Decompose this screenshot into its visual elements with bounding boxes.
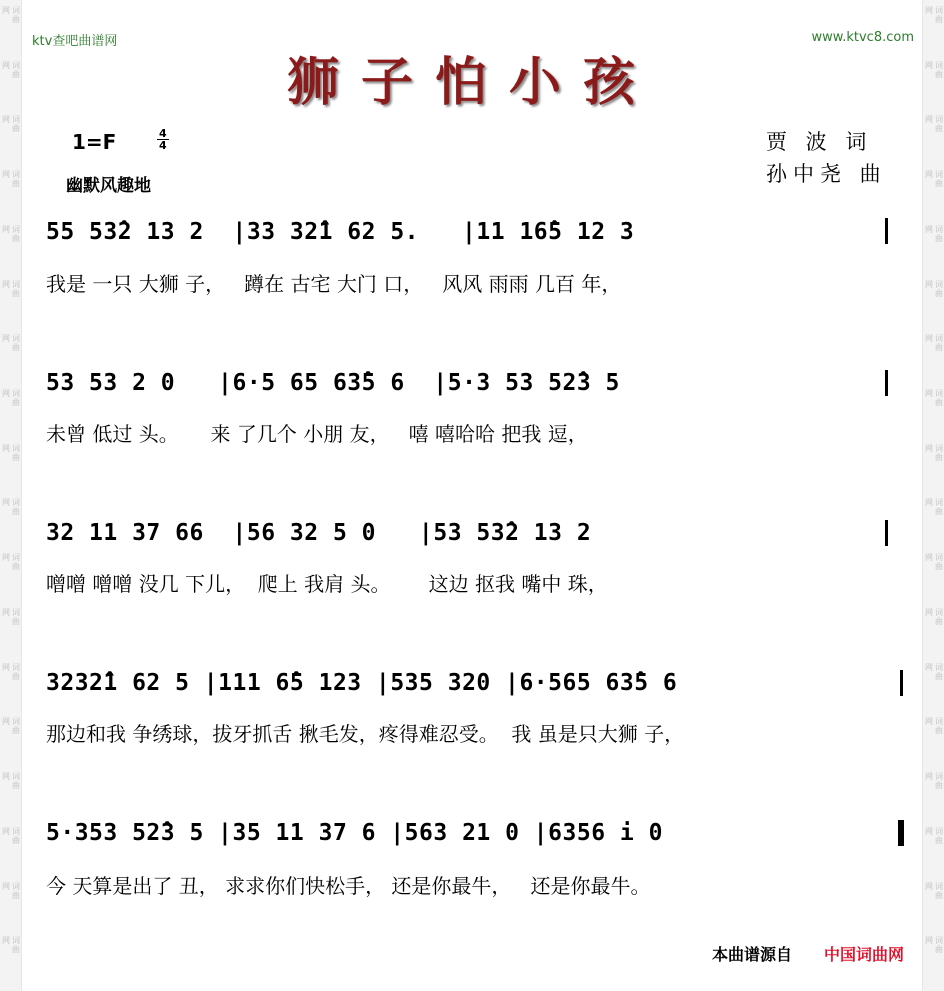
barline [885, 370, 888, 396]
composer-credit: 孙中尧 曲 [766, 162, 887, 186]
site-url-right[interactable]: www.ktvc8.com [811, 30, 914, 45]
score-line-3-notes: 32 11 37 66 ∣56 32 5 0 ∣53 53̂2 13 2 [46, 520, 592, 546]
time-signature-top: 4 [159, 127, 167, 140]
score-line-4-notes: 3232̂1 62 5 ∣111 6̂5 123 ∣535 320 ∣6·565 63̂5 6 [46, 670, 678, 696]
final-barline [898, 820, 904, 846]
score-line-5-lyrics: 今 天算是出了 丑， 求求你们快松手， 还是你最牛， 还是你最牛。 [46, 874, 651, 898]
source-site-link[interactable]: 中国词曲网 [824, 945, 905, 964]
score-line-2-lyrics: 未曾 低过 头。 来 了几个 小朋 友， 嘻 嘻哈哈 把我 逗， [46, 422, 588, 446]
source-label: 本曲谱源自 [712, 945, 793, 964]
lyricist-credit: 贾 波 词 [766, 130, 873, 154]
score-line-3-lyrics: 噌噌 噌噌 没几 下儿， 爬上 我肩 头。 这边 抠我 嘴中 珠， [46, 572, 608, 596]
score-line-4-lyrics: 那边和我 争绣球，拔牙抓舌 揪毛发，疼得难忍受。 我 虽是只大狮 子， [46, 722, 685, 746]
score-line-5-notes: 5·353 52̂3 5 ∣35 11 37 6 ∣563 21 0 ∣6356 i 0 [46, 820, 663, 846]
song-title: 狮子怕小孩 [286, 52, 657, 113]
performance-mood: 幽默风趣地 [66, 176, 151, 196]
time-signature [157, 128, 169, 151]
left-watermark-strip: 词曲网 词曲网 词曲网 词曲网 词曲网 词曲网 词曲网 词曲网 词曲网 词曲网 词曲网 词曲网 词曲网 词曲网 词曲网 词曲网 词曲网 词曲网 [0, 0, 22, 991]
barline [900, 670, 903, 696]
key-signature: 1=F [72, 130, 117, 154]
site-label-left[interactable]: ktv查吧曲谱网 [32, 34, 118, 49]
time-signature-bottom: 4 [159, 139, 167, 152]
score-line-2-notes: 53 53 2 0 ∣6·5 65 63̂5 6 ∣5·3 53 52̂3 5 [46, 370, 620, 396]
score-line-1-notes: 55 53̂2 13 2 ∣33 32̂1 62 5. ∣11 16̂5 12 3 [46, 219, 635, 245]
right-watermark-strip: 词曲网 词曲网 词曲网 词曲网 词曲网 词曲网 词曲网 词曲网 词曲网 词曲网 词曲网 词曲网 词曲网 词曲网 词曲网 词曲网 词曲网 词曲网 [922, 0, 944, 991]
barline [885, 520, 888, 546]
score-line-1-lyrics: 我是 一只 大狮 子， 蹲在 古宅 大门 口， 风风 雨雨 几百 年， [46, 272, 622, 296]
barline [885, 218, 888, 244]
